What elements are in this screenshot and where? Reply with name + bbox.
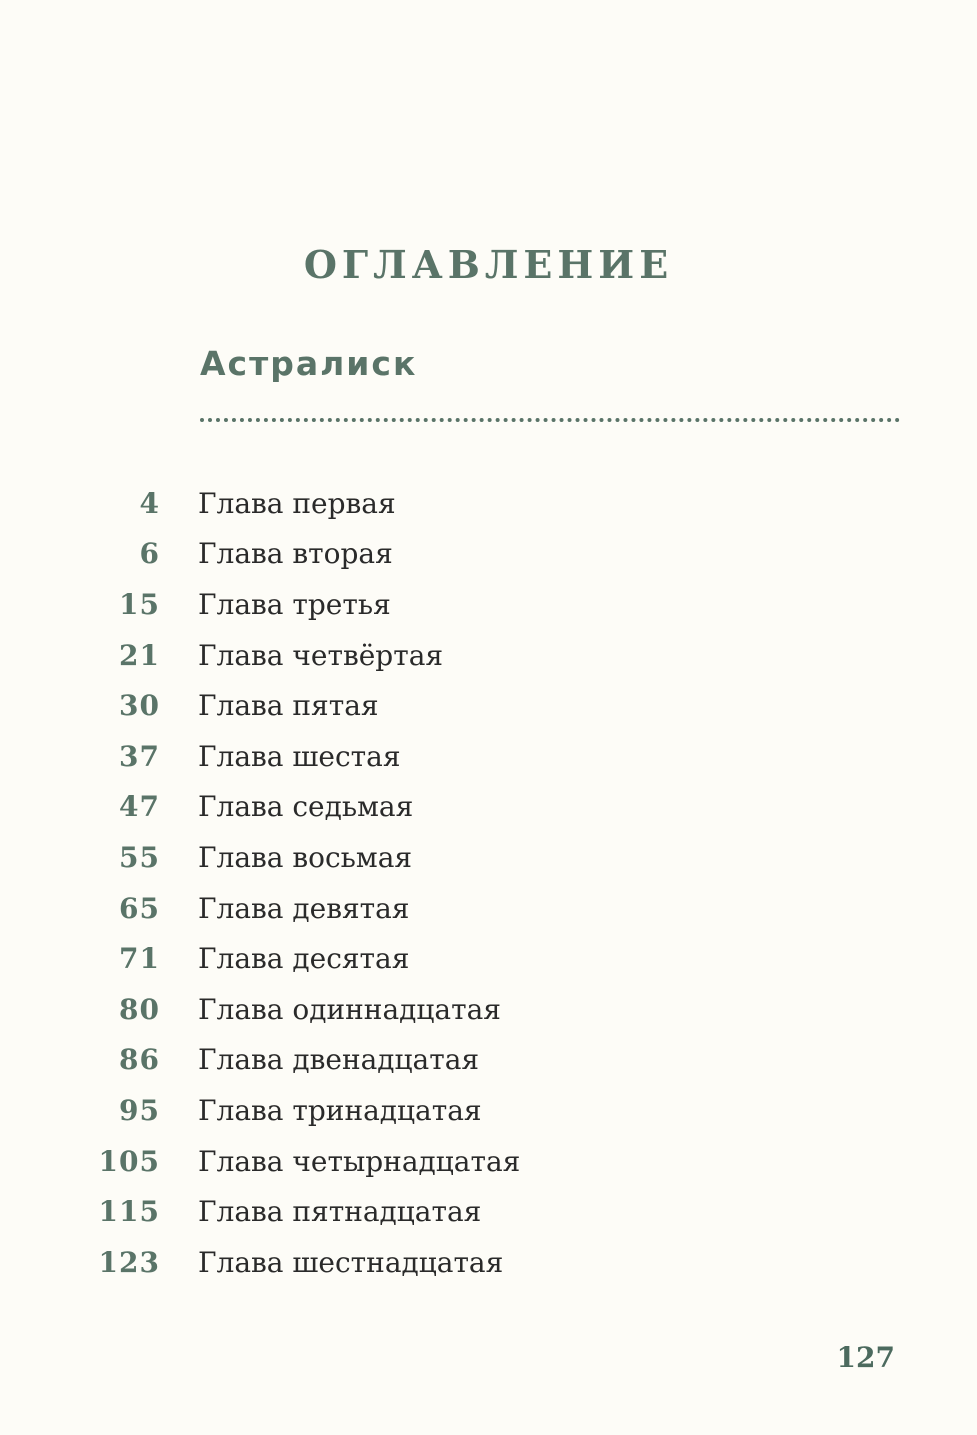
toc-entry[interactable] [0, 731, 977, 782]
toc-page-number: 105 [98, 1144, 160, 1178]
toc-page-number: 55 [119, 840, 160, 874]
toc-entry[interactable] [0, 630, 977, 681]
toc-page-number: 115 [98, 1195, 160, 1229]
toc-entry[interactable] [0, 1136, 977, 1187]
toc-entry[interactable] [0, 832, 977, 883]
toc-chapter-title: Глава шестнадцатая [198, 1245, 504, 1279]
toc-page-number: 80 [119, 992, 160, 1026]
toc-chapter-title: Глава десятая [198, 942, 410, 976]
toc-entry[interactable] [0, 984, 977, 1035]
toc-entry[interactable] [0, 782, 977, 833]
page-number: 127 [836, 1341, 895, 1374]
toc-chapter-title: Глава одиннадцатая [198, 992, 501, 1026]
toc-page-number: 6 [139, 537, 160, 571]
toc-page-number: 47 [119, 790, 160, 824]
toc-chapter-title: Глава вторая [198, 537, 393, 571]
toc-entry[interactable] [0, 1035, 977, 1086]
toc-entry[interactable] [0, 1085, 977, 1136]
toc-chapter-title: Глава первая [198, 486, 396, 520]
toc-chapter-title: Глава четвёртая [198, 638, 444, 672]
toc-page-number: 65 [119, 891, 160, 925]
toc-page-number: 71 [119, 942, 160, 976]
toc-page-number: 15 [119, 587, 160, 621]
toc-entry[interactable] [0, 1186, 977, 1237]
toc-page-number: 37 [119, 739, 160, 773]
toc-heading: ОГЛАВЛЕНИЕ [303, 242, 674, 287]
toc-entry[interactable] [0, 1237, 977, 1288]
toc-page-number: 30 [119, 689, 160, 723]
toc-entry[interactable] [0, 579, 977, 630]
toc-chapter-title: Глава двенадцатая [198, 1043, 480, 1077]
toc-entry[interactable] [0, 529, 977, 580]
toc-page-number: 4 [139, 486, 160, 520]
toc-chapter-title: Глава пятнадцатая [198, 1195, 482, 1229]
toc-chapter-title: Глава девятая [198, 891, 410, 925]
toc-entry[interactable] [0, 478, 977, 529]
toc-chapter-title: Глава четырнадцатая [198, 1144, 521, 1178]
section-title: Астралиск [200, 344, 418, 383]
toc-chapter-title: Глава тринадцатая [198, 1093, 482, 1127]
toc-chapter-title: Глава третья [198, 587, 391, 621]
toc-page-number: 95 [119, 1093, 160, 1127]
toc-entry[interactable] [0, 680, 977, 731]
toc-entry[interactable] [0, 933, 977, 984]
toc-list [0, 478, 977, 1288]
toc-page-number: 21 [119, 638, 160, 672]
toc-page-number: 123 [98, 1245, 160, 1279]
toc-chapter-title: Глава пятая [198, 689, 379, 723]
toc-chapter-title: Глава восьмая [198, 840, 413, 874]
dotted-divider [200, 418, 900, 422]
toc-chapter-title: Глава шестая [198, 739, 401, 773]
toc-chapter-title: Глава седьмая [198, 790, 414, 824]
toc-entry[interactable] [0, 883, 977, 934]
toc-page-number: 86 [119, 1043, 160, 1077]
